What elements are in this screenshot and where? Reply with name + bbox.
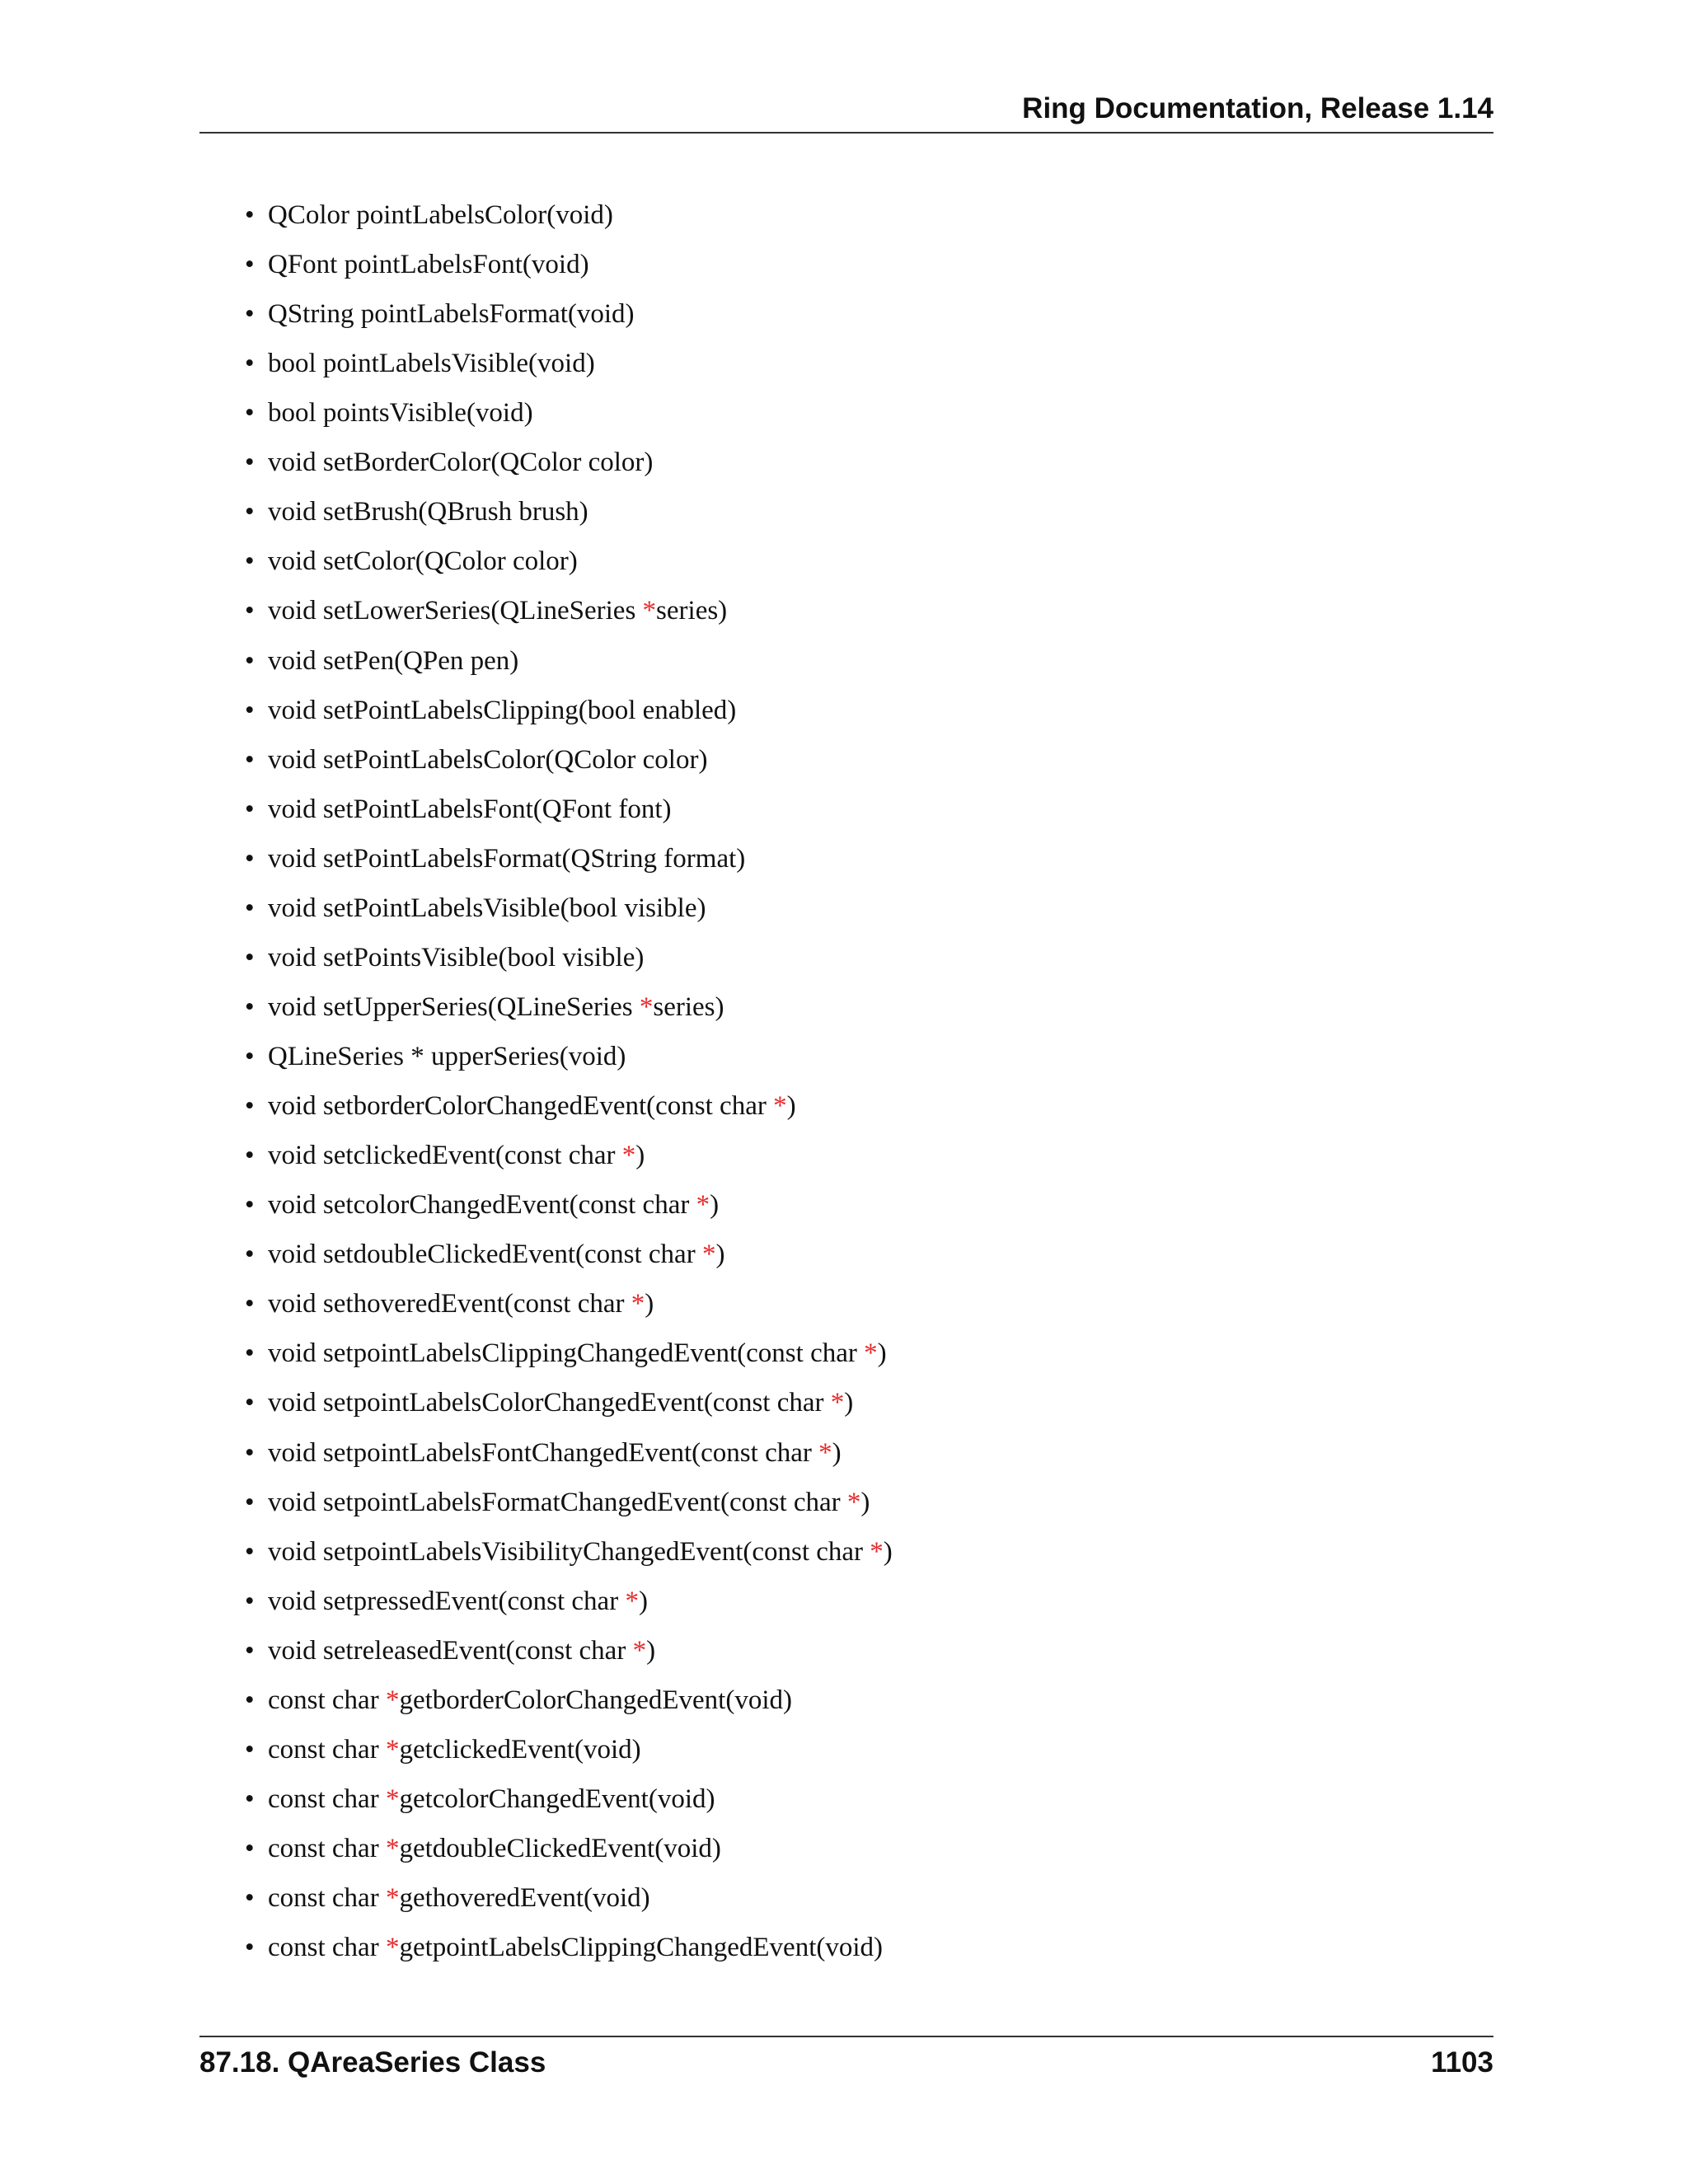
method-signature — [268, 1279, 654, 1329]
signature-text: void setcolorChangedEvent(const char — [268, 1190, 696, 1221]
signature-text: bool pointLabelsVisible(void) — [268, 349, 595, 379]
signature-text: ) — [844, 1388, 854, 1418]
signature-text: getclickedEvent(void) — [399, 1734, 641, 1765]
signature-text: void setclickedEvent(const char — [268, 1141, 622, 1171]
bullet-icon: • — [245, 1042, 255, 1072]
method-signature — [268, 1923, 883, 1972]
signature-text: ) — [646, 1635, 656, 1666]
pointer-asterisk: * — [625, 1586, 639, 1616]
page-header — [199, 89, 1493, 134]
method-signature — [268, 289, 635, 339]
signature-text: void setPointLabelsColor(QColor color) — [268, 744, 708, 775]
method-signature — [268, 1725, 641, 1774]
bullet-icon: • — [245, 1141, 255, 1171]
signature-text: QColor pointLabelsColor(void) — [268, 200, 613, 230]
method-signature — [268, 1527, 893, 1577]
signature-text: void setBorderColor(QColor color) — [268, 448, 654, 478]
method-signature — [268, 1873, 650, 1923]
pointer-asterisk: * — [701, 1240, 716, 1270]
pointer-asterisk: * — [642, 596, 657, 626]
signature-text: const char — [268, 1685, 386, 1715]
bullet-icon: • — [245, 1833, 255, 1863]
method-signature — [268, 586, 727, 635]
method-signature — [268, 1478, 870, 1527]
method-signature — [268, 883, 706, 933]
method-signature — [268, 933, 644, 982]
method-signature — [268, 834, 745, 883]
pointer-asterisk: * — [870, 1536, 884, 1567]
pointer-asterisk: * — [696, 1190, 710, 1221]
bullet-icon: • — [245, 250, 255, 280]
method-signature — [268, 388, 533, 438]
bullet-icon: • — [245, 794, 255, 824]
pointer-asterisk: * — [385, 1833, 400, 1863]
bullet-icon: • — [245, 1883, 255, 1914]
method-signature — [268, 487, 588, 537]
method-signature — [268, 1428, 842, 1478]
signature-text: void setPointLabelsFont(QFont font) — [268, 794, 672, 824]
signature-text: void setreleasedEvent(const char — [268, 1635, 633, 1666]
pointer-asterisk: * — [773, 1091, 787, 1122]
bullet-icon: • — [245, 843, 255, 874]
signature-text: ) — [645, 1289, 654, 1319]
method-signature — [268, 636, 518, 686]
signature-text: void setLowerSeries(QLineSeries — [268, 596, 643, 626]
bullet-icon: • — [245, 546, 255, 577]
method-signature — [268, 735, 707, 785]
method-signature — [268, 1824, 721, 1873]
signature-text: ) — [883, 1536, 893, 1567]
signature-text: QLineSeries * upperSeries(void) — [268, 1042, 626, 1072]
signature-text: void setPen(QPen pen) — [268, 645, 519, 676]
signature-text: ) — [715, 1240, 725, 1270]
method-signature — [268, 1180, 719, 1230]
signature-text: void setpointLabelsClippingChangedEvent(const char — [268, 1338, 865, 1369]
signature-text: void setColor(QColor color) — [268, 546, 578, 577]
signature-text: series) — [656, 596, 728, 626]
bullet-icon: • — [245, 596, 255, 626]
signature-text: ) — [710, 1190, 720, 1221]
pointer-asterisk: * — [385, 1685, 400, 1715]
bullet-icon: • — [245, 1190, 255, 1221]
method-signature — [268, 785, 672, 834]
bullet-icon: • — [245, 1783, 255, 1814]
page-number: 1103 — [1431, 2046, 1493, 2079]
bullet-icon: • — [245, 1240, 255, 1270]
pointer-asterisk: * — [621, 1141, 636, 1171]
bullet-icon: • — [245, 1685, 255, 1715]
signature-text: void setdoubleClickedEvent(const char — [268, 1240, 702, 1270]
bullet-icon: • — [245, 942, 255, 972]
pointer-asterisk: * — [385, 1933, 400, 1963]
section-title: 87.18. QAreaSeries Class — [199, 2046, 546, 2079]
method-signature — [268, 190, 613, 240]
page-footer — [199, 2036, 1493, 2083]
bullet-icon: • — [245, 1289, 255, 1319]
signature-text: QString pointLabelsFormat(void) — [268, 299, 635, 330]
bullet-icon: • — [245, 1734, 255, 1765]
method-signature — [268, 1032, 626, 1081]
signature-text: series) — [653, 991, 724, 1022]
method-signature — [268, 686, 736, 735]
method-signature — [268, 1675, 792, 1725]
method-signature — [268, 1626, 655, 1675]
signature-text: ) — [786, 1091, 796, 1122]
signature-text: void setPointLabelsClipping(bool enabled) — [268, 695, 737, 725]
signature-text: void setpointLabelsFormatChangedEvent(const char — [268, 1487, 847, 1517]
signature-text: void setborderColorChangedEvent(const char — [268, 1091, 774, 1122]
signature-text: getpointLabelsClippingChangedEvent(void) — [399, 1933, 884, 1963]
signature-text: void setPointsVisible(bool visible) — [268, 942, 645, 972]
bullet-icon: • — [245, 1437, 255, 1468]
signature-text: void setPointLabelsFormat(QString format) — [268, 843, 746, 874]
bullet-icon: • — [245, 398, 255, 429]
pointer-asterisk: * — [385, 1783, 400, 1814]
signature-text: void setBrush(QBrush brush) — [268, 497, 588, 527]
signature-text: ) — [832, 1437, 842, 1468]
bullet-icon: • — [245, 1586, 255, 1616]
method-signature — [268, 1081, 796, 1131]
pointer-asterisk: * — [385, 1883, 400, 1914]
bullet-icon: • — [245, 1487, 255, 1517]
signature-text: const char — [268, 1883, 386, 1914]
method-signature — [268, 438, 653, 487]
pointer-asterisk: * — [864, 1338, 878, 1369]
signature-text: void setUpperSeries(QLineSeries — [268, 991, 640, 1022]
signature-text: ) — [877, 1338, 887, 1369]
signature-text: void setpressedEvent(const char — [268, 1586, 626, 1616]
signature-text: bool pointsVisible(void) — [268, 398, 533, 429]
pointer-asterisk: * — [631, 1289, 645, 1319]
signature-text: getdoubleClickedEvent(void) — [399, 1833, 721, 1863]
signature-text: QFont pointLabelsFont(void) — [268, 250, 589, 280]
bullet-icon: • — [245, 645, 255, 676]
bullet-icon: • — [245, 1933, 255, 1963]
signature-text: ) — [638, 1586, 648, 1616]
bullet-icon: • — [245, 1635, 255, 1666]
method-signature — [268, 1378, 853, 1427]
signature-text: ) — [860, 1487, 870, 1517]
method-signature — [268, 1131, 645, 1180]
document-title: Ring Documentation, Release 1.14 — [1022, 92, 1493, 124]
pointer-asterisk: * — [846, 1487, 861, 1517]
signature-text: ) — [635, 1141, 645, 1171]
pointer-asterisk: * — [632, 1635, 647, 1666]
bullet-icon: • — [245, 893, 255, 923]
signature-text: getcolorChangedEvent(void) — [399, 1783, 715, 1814]
signature-text: void setpointLabelsVisibilityChangedEvent(const char — [268, 1536, 870, 1567]
pointer-asterisk: * — [830, 1388, 845, 1418]
bullet-icon: • — [245, 448, 255, 478]
bullet-icon: • — [245, 200, 255, 230]
bullet-icon: • — [245, 349, 255, 379]
signature-text: const char — [268, 1833, 386, 1863]
bullet-icon: • — [245, 1536, 255, 1567]
signature-text: void sethoveredEvent(const char — [268, 1289, 631, 1319]
method-signature — [268, 339, 595, 388]
method-signature — [268, 537, 578, 586]
bullet-icon: • — [245, 991, 255, 1022]
signature-text: const char — [268, 1783, 386, 1814]
bullet-icon: • — [245, 1338, 255, 1369]
bullet-icon: • — [245, 695, 255, 725]
pointer-asterisk: * — [385, 1734, 400, 1765]
bullet-icon: • — [245, 299, 255, 330]
signature-text: const char — [268, 1734, 386, 1765]
method-signature — [268, 1577, 648, 1626]
bullet-icon: • — [245, 497, 255, 527]
method-signature — [268, 982, 724, 1032]
method-signature — [268, 1774, 715, 1824]
signature-text: void setpointLabelsColorChangedEvent(const char — [268, 1388, 831, 1418]
signature-text: void setPointLabelsVisible(bool visible) — [268, 893, 706, 923]
signature-text: void setpointLabelsFontChangedEvent(const char — [268, 1437, 819, 1468]
pointer-asterisk: * — [639, 991, 654, 1022]
bullet-icon: • — [245, 1091, 255, 1122]
pointer-asterisk: * — [818, 1437, 832, 1468]
method-signature — [268, 1230, 724, 1279]
bullet-icon: • — [245, 1388, 255, 1418]
signature-text: getborderColorChangedEvent(void) — [399, 1685, 792, 1715]
signature-text: gethoveredEvent(void) — [399, 1883, 650, 1914]
method-signature — [268, 1329, 887, 1378]
method-signature — [268, 240, 589, 289]
bullet-icon: • — [245, 744, 255, 775]
signature-text: const char — [268, 1933, 386, 1963]
